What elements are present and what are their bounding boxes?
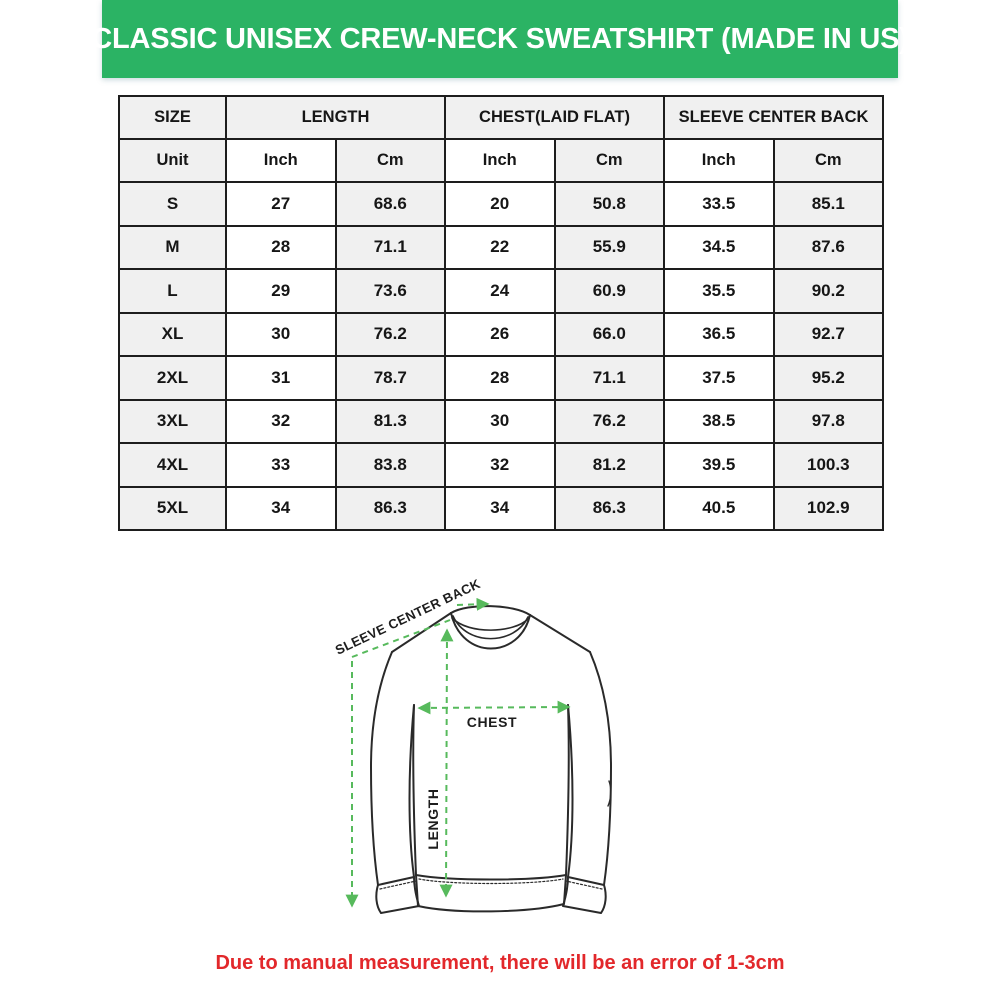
- value-cell: 34: [445, 487, 555, 531]
- table-row: [119, 443, 883, 487]
- value-cell: 86.3: [555, 487, 665, 531]
- value-cell: 100.3: [774, 443, 884, 487]
- value-cell: 76.2: [555, 400, 665, 444]
- header-chest: CHEST(LAID FLAT): [445, 96, 664, 139]
- value-cell: 33.5: [664, 182, 774, 226]
- sleeve-top-arrow: [457, 604, 487, 605]
- value-cell: 76.2: [336, 313, 446, 357]
- product-title-banner: [91, 0, 909, 78]
- value-cell: 68.6: [336, 182, 446, 226]
- value-cell: 35.5: [664, 269, 774, 313]
- value-cell: 55.9: [555, 226, 665, 270]
- value-cell: 90.2: [774, 269, 884, 313]
- value-cell: 28: [445, 356, 555, 400]
- right-cuff-stitch: [566, 881, 602, 889]
- value-cell: 33: [226, 443, 336, 487]
- left-cuff: [376, 877, 419, 913]
- table-row: [119, 487, 883, 531]
- left-sleeve-outer: [371, 652, 392, 885]
- hem-top: [416, 875, 566, 880]
- size-cell: L: [119, 269, 226, 313]
- value-cell: 39.5: [664, 443, 774, 487]
- unit-cell: Cm: [774, 139, 884, 182]
- value-cell: 34.5: [664, 226, 774, 270]
- unit-row: [119, 139, 883, 182]
- value-cell: 31: [226, 356, 336, 400]
- value-cell: 95.2: [774, 356, 884, 400]
- value-cell: 86.3: [336, 487, 446, 531]
- measurement-error-note: Due to manual measurement, there will be an error of 1-3cm: [215, 952, 785, 974]
- value-cell: 36.5: [664, 313, 774, 357]
- value-cell: 32: [226, 400, 336, 444]
- value-cell: 85.1: [774, 182, 884, 226]
- sweatshirt-measurement-diagram: [330, 575, 680, 935]
- size-cell: S: [119, 182, 226, 226]
- value-cell: 97.8: [774, 400, 884, 444]
- sleeve-center-back-label: SLEEVE CENTER BACK: [332, 576, 483, 658]
- left-cuff-stitch: [380, 881, 416, 889]
- length-label: LENGTH: [425, 788, 441, 850]
- value-cell: 40.5: [664, 487, 774, 531]
- unit-label: Unit: [119, 139, 226, 182]
- value-cell: 71.1: [336, 226, 446, 270]
- value-cell: 60.9: [555, 269, 665, 313]
- unit-cell: Cm: [555, 139, 665, 182]
- value-cell: 34: [226, 487, 336, 531]
- collar-rib-1: [453, 616, 528, 639]
- size-cell: 3XL: [119, 400, 226, 444]
- table-row: [119, 400, 883, 444]
- value-cell: 26: [445, 313, 555, 357]
- value-cell: 73.6: [336, 269, 446, 313]
- product-title: CLASSIC UNISEX CREW-NECK SWEATSHIRT (MADE IN US): [91, 22, 909, 55]
- value-cell: 66.0: [555, 313, 665, 357]
- right-sleeve-outer: [590, 652, 611, 885]
- size-cell: 4XL: [119, 443, 226, 487]
- table-row: [119, 269, 883, 313]
- size-cell: XL: [119, 313, 226, 357]
- header-size: SIZE: [119, 96, 226, 139]
- value-cell: 92.7: [774, 313, 884, 357]
- value-cell: 50.8: [555, 182, 665, 226]
- unit-cell: Inch: [226, 139, 336, 182]
- body-left-seam: [413, 705, 416, 875]
- size-cell: 2XL: [119, 356, 226, 400]
- collar-rib-2: [452, 618, 528, 630]
- value-cell: 24: [445, 269, 555, 313]
- header-sleeve: SLEEVE CENTER BACK: [664, 96, 883, 139]
- value-cell: 83.8: [336, 443, 446, 487]
- value-cell: 20: [445, 182, 555, 226]
- collar-top: [451, 606, 530, 615]
- value-cell: 102.9: [774, 487, 884, 531]
- value-cell: 38.5: [664, 400, 774, 444]
- measurement-lines: [352, 604, 568, 905]
- size-cell: M: [119, 226, 226, 270]
- unit-cell: Inch: [445, 139, 555, 182]
- unit-cell: Inch: [664, 139, 774, 182]
- value-cell: 22: [445, 226, 555, 270]
- value-cell: 81.3: [336, 400, 446, 444]
- value-cell: 87.6: [774, 226, 884, 270]
- length-line: [446, 631, 447, 895]
- table-row: [119, 182, 883, 226]
- value-cell: 71.1: [555, 356, 665, 400]
- value-cell: 30: [226, 313, 336, 357]
- chest-label: CHEST: [466, 714, 518, 730]
- header-length: LENGTH: [226, 96, 445, 139]
- right-shoulder: [530, 615, 590, 652]
- size-cell: 5XL: [119, 487, 226, 531]
- value-cell: 81.2: [555, 443, 665, 487]
- table-row: [119, 226, 883, 270]
- value-cell: 27: [226, 182, 336, 226]
- sweatshirt-outline: [371, 606, 611, 913]
- body-right-seam: [566, 705, 569, 875]
- value-cell: 32: [445, 443, 555, 487]
- right-cuff: [563, 877, 606, 913]
- value-cell: 37.5: [664, 356, 774, 400]
- unit-cell: Cm: [336, 139, 446, 182]
- table-header-row: [119, 96, 883, 139]
- value-cell: 28: [226, 226, 336, 270]
- size-chart-table: [118, 95, 884, 531]
- table-row: [119, 313, 883, 357]
- value-cell: 29: [226, 269, 336, 313]
- table-row: [119, 356, 883, 400]
- chest-line: [420, 707, 568, 708]
- value-cell: 78.7: [336, 356, 446, 400]
- value-cell: 30: [445, 400, 555, 444]
